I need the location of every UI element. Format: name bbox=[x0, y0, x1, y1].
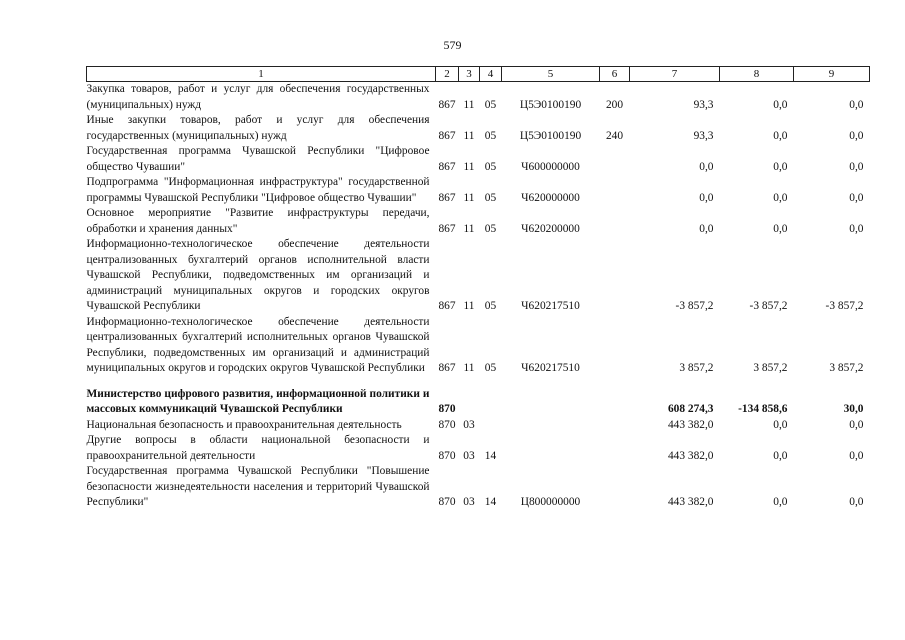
row-cell-c3: 11 bbox=[463, 129, 475, 142]
row-name: Информационно-технологическое обеспечение деятельности централизованных бухгалтерий органов исполнительной власти Чувашской Республики, подведомственных им организаций и администраций муниципальных округов и городских округов Чувашской Республики bbox=[86, 238, 430, 312]
row-cell-c2: 867 bbox=[438, 98, 456, 111]
row-cell-c8: 0,0 bbox=[773, 222, 788, 235]
row-cell-c3: 03 bbox=[463, 418, 475, 431]
row-cell-c4: 05 bbox=[484, 98, 497, 111]
row-cell-c7: 443 382,0 bbox=[667, 496, 714, 508]
row-name: Основное мероприятие "Развитие инфраструктуры передачи, обработки и хранения данных" bbox=[86, 207, 430, 235]
row-cell-c4: 05 bbox=[484, 129, 497, 142]
row-cell-c4 bbox=[480, 418, 502, 434]
row-cell-c7: 608 274,3 bbox=[667, 403, 714, 415]
header-cell: 5 bbox=[502, 67, 600, 82]
row-name: Иные закупки товаров, работ и услуг для обеспечения государственных (муниципальных) нужд bbox=[86, 114, 430, 142]
header-cell: 6 bbox=[600, 67, 630, 82]
row-name: Министерство цифрового развития, информационной политики и массовых коммуникаций Чувашской Республики bbox=[86, 387, 430, 415]
row-name: Закупка товаров, работ и услуг для обеспечения государственных (муниципальных) нужд bbox=[86, 83, 430, 111]
row-cell-c5: Ц800000000 bbox=[520, 496, 581, 508]
row-cell-c3: 11 bbox=[463, 362, 475, 374]
row-cell-c9: 0,0 bbox=[849, 496, 864, 508]
row-cell-c2: 867 bbox=[438, 222, 456, 235]
row-name: Национальная безопасность и правоохранительная деятельность bbox=[86, 418, 402, 431]
row-cell-c5: Ц5Э0100190 bbox=[519, 129, 582, 142]
row-name: Информационно-технологическое обеспечение деятельности централизованных бухгалтерий исполнительных органов Чувашской Республики, подведомственных им организаций и администраций муниципальных округов и городских округов Чувашской Республики bbox=[86, 315, 430, 374]
row-cell-c7: 3 857,2 bbox=[679, 362, 714, 374]
row-cell-c9: 0,0 bbox=[849, 418, 864, 431]
row-cell-c9: 0,0 bbox=[849, 449, 864, 462]
row-cell-c4: 05 bbox=[484, 362, 497, 374]
row-cell-c7: 0,0 bbox=[699, 222, 714, 235]
row-cell-c8: 0,0 bbox=[773, 98, 788, 111]
header-cell: 1 bbox=[87, 67, 436, 82]
table-body bbox=[87, 82, 870, 511]
row-cell-c7: 0,0 bbox=[699, 160, 714, 173]
row-cell-c3: 11 bbox=[463, 98, 475, 111]
header-cell: 7 bbox=[630, 67, 720, 82]
row-cell-c5: Ч620217510 bbox=[521, 300, 580, 312]
row-cell-c6 bbox=[600, 144, 630, 175]
row-cell-c9: 0,0 bbox=[849, 98, 864, 111]
row-cell-c6 bbox=[600, 387, 630, 418]
header-cell: 3 bbox=[459, 67, 480, 82]
row-name: Другие вопросы в области национальной безопасности и правоохранительной деятельности bbox=[86, 434, 430, 462]
row-cell-c3: 11 bbox=[463, 191, 475, 204]
row-cell-c8: -134 858,6 bbox=[738, 403, 788, 415]
row-cell-c9: 30,0 bbox=[843, 403, 864, 415]
header-cell: 9 bbox=[794, 67, 870, 82]
row-cell-c3: 11 bbox=[463, 160, 475, 173]
row-cell-c8: 0,0 bbox=[773, 496, 788, 508]
row-cell-c5 bbox=[502, 433, 600, 464]
table-row bbox=[87, 315, 870, 377]
row-cell-c9: -3 857,2 bbox=[825, 300, 864, 312]
row-cell-c7: 93,3 bbox=[693, 129, 714, 142]
row-name: Государственная программа Чувашской Республики "Цифровое общество Чувашии" bbox=[86, 145, 430, 173]
table-row bbox=[87, 433, 870, 464]
row-cell-c6 bbox=[600, 206, 630, 237]
table-row bbox=[87, 175, 870, 206]
row-cell-c6: 240 bbox=[605, 129, 624, 142]
row-cell-c2: 870 bbox=[438, 496, 456, 508]
row-cell-c2: 867 bbox=[438, 362, 456, 374]
header-row bbox=[87, 67, 870, 82]
row-cell-c9: 0,0 bbox=[849, 160, 864, 173]
budget-table bbox=[86, 66, 870, 511]
row-cell-c3: 11 bbox=[463, 300, 475, 312]
row-cell-c3: 03 bbox=[463, 496, 475, 508]
row-cell-c8: 0,0 bbox=[773, 160, 788, 173]
row-cell-c7: 0,0 bbox=[699, 191, 714, 204]
table-row bbox=[87, 237, 870, 315]
row-cell-c6 bbox=[600, 237, 630, 315]
row-cell-c9: 0,0 bbox=[849, 191, 864, 204]
row-cell-c6 bbox=[600, 464, 630, 511]
row-cell-c6 bbox=[600, 418, 630, 434]
row-cell-c6 bbox=[600, 175, 630, 206]
row-cell-c5: Ч620000000 bbox=[521, 191, 580, 204]
row-cell-c4: 14 bbox=[484, 496, 497, 508]
table-row bbox=[87, 464, 870, 511]
table-row bbox=[87, 206, 870, 237]
row-cell-c2: 870 bbox=[438, 418, 456, 431]
row-cell-c5: Ч620217510 bbox=[521, 362, 580, 374]
row-cell-c7: 443 382,0 bbox=[667, 449, 714, 462]
row-cell-c7: 93,3 bbox=[693, 98, 714, 111]
row-cell-c9: 0,0 bbox=[849, 222, 864, 235]
row-cell-c4: 05 bbox=[484, 191, 497, 204]
row-cell-c3 bbox=[459, 387, 480, 418]
row-cell-c2: 870 bbox=[438, 449, 456, 462]
row-cell-c3: 11 bbox=[463, 222, 475, 235]
row-cell-c8: 0,0 bbox=[773, 418, 788, 431]
row-cell-c2: 867 bbox=[438, 191, 456, 204]
row-cell-c2: 867 bbox=[438, 129, 456, 142]
row-cell-c5: Ч620200000 bbox=[521, 222, 580, 235]
row-cell-c8: 0,0 bbox=[773, 191, 788, 204]
table-row bbox=[87, 418, 870, 434]
header-cell: 2 bbox=[436, 67, 459, 82]
row-cell-c6 bbox=[600, 433, 630, 464]
table-row bbox=[87, 113, 870, 144]
table-row bbox=[87, 82, 870, 114]
spacer-row bbox=[87, 377, 870, 387]
row-cell-c2: 870 bbox=[438, 403, 456, 415]
row-cell-c2: 867 bbox=[438, 300, 456, 312]
row-cell-c4 bbox=[480, 387, 502, 418]
row-cell-c4: 14 bbox=[484, 449, 497, 462]
row-cell-c5 bbox=[502, 387, 600, 418]
row-cell-c4: 05 bbox=[484, 160, 497, 173]
header-cell: 8 bbox=[720, 67, 794, 82]
row-cell-c3: 03 bbox=[463, 449, 475, 462]
row-cell-c7: 443 382,0 bbox=[667, 418, 714, 431]
row-cell-c2: 867 bbox=[438, 160, 456, 173]
row-cell-c4: 05 bbox=[484, 300, 497, 312]
row-cell-c8: -3 857,2 bbox=[749, 300, 788, 312]
row-cell-c5: Ц5Э0100190 bbox=[519, 98, 582, 111]
row-name: Государственная программа Чувашской Республики "Повышение безопасности жизнедеятельности населения и территорий Чувашской Республики" bbox=[86, 465, 430, 508]
row-cell-c9: 0,0 bbox=[849, 129, 864, 142]
row-cell-c8: 0,0 bbox=[773, 449, 788, 462]
page-number: 579 bbox=[443, 38, 462, 52]
row-cell-c8: 3 857,2 bbox=[753, 362, 788, 374]
row-cell-c9: 3 857,2 bbox=[829, 362, 864, 374]
table-row bbox=[87, 387, 870, 418]
row-cell-c7: -3 857,2 bbox=[675, 300, 714, 312]
row-cell-c6 bbox=[600, 315, 630, 377]
row-cell-c5 bbox=[502, 418, 600, 434]
row-cell-c8: 0,0 bbox=[773, 129, 788, 142]
row-cell-c6: 200 bbox=[605, 98, 624, 111]
header-cell: 4 bbox=[480, 67, 502, 82]
row-name: Подпрограмма "Информационная инфраструктура" государственной программы Чувашской Республики "Цифровое общество Чувашии" bbox=[86, 176, 430, 204]
row-cell-c5: Ч600000000 bbox=[521, 160, 580, 173]
row-cell-c4: 05 bbox=[484, 222, 497, 235]
table-row bbox=[87, 144, 870, 175]
